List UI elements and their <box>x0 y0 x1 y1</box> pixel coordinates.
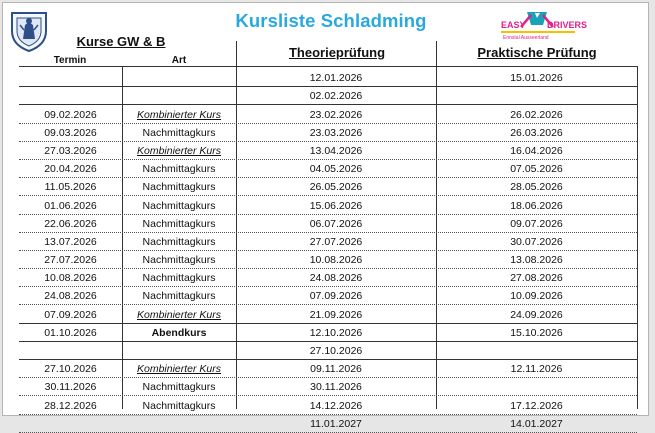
theorie-cell: 12.01.2026 <box>309 72 363 85</box>
table-row <box>19 360 637 378</box>
svg-text:EASY: EASY <box>501 20 526 30</box>
theorie-cell: 13.04.2026 <box>309 144 363 157</box>
art-cell <box>122 358 236 359</box>
art-cell: Nachmittagkurs <box>142 272 216 285</box>
art-cell: Nachmittagkurs <box>142 217 216 230</box>
termin-cell: 20.04.2026 <box>44 163 97 176</box>
termin-cell: 10.08.2026 <box>44 272 97 285</box>
header-divider <box>19 66 637 67</box>
theorie-cell: 06.07.2026 <box>309 217 363 230</box>
termin-cell: 13.07.2026 <box>44 235 97 248</box>
praxis-cell: 27.08.2026 <box>510 272 563 285</box>
praxis-cell: 26.02.2026 <box>510 108 563 121</box>
theorie-cell: 12.10.2026 <box>309 326 363 339</box>
termin-cell <box>19 103 122 104</box>
page-title: Kursliste Schladming <box>235 10 427 31</box>
theorie-cell: 21.09.2026 <box>309 308 363 321</box>
art-cell: Nachmittagkurs <box>142 290 216 303</box>
praxis-cell: 15.10.2026 <box>510 326 563 339</box>
theorie-cell: 07.09.2026 <box>309 290 363 303</box>
table-row <box>19 396 637 414</box>
art-cell: Kombinierter Kurs <box>136 363 222 376</box>
theorie-cell: 11.01.2027 <box>310 417 362 430</box>
table-row <box>19 233 637 251</box>
termin-cell: 09.02.2026 <box>44 108 97 121</box>
table-row <box>19 142 637 160</box>
termin-cell: 07.09.2026 <box>44 308 97 321</box>
theorie-cell: 27.10.2026 <box>309 345 363 357</box>
theorie-cell: 26.05.2026 <box>309 181 363 194</box>
praxis-cell: 14.01.2027 <box>510 417 563 430</box>
theorie-cell: 27.07.2026 <box>309 235 363 248</box>
theorie-cell: 09.11.2026 <box>310 363 362 376</box>
column-header-theorie: Theorieprüfung <box>288 45 386 60</box>
column-header-termin: Termin <box>53 55 87 66</box>
termin-cell <box>19 431 122 432</box>
termin-cell <box>19 85 122 86</box>
theorie-cell: 23.02.2026 <box>309 108 363 121</box>
theorie-cell: 23.03.2026 <box>309 126 363 139</box>
termin-cell: 01.06.2026 <box>44 199 97 212</box>
spreadsheet-page <box>2 2 649 430</box>
art-cell: Nachmittagkurs <box>142 181 216 194</box>
table-row <box>19 342 637 360</box>
theorie-cell: 10.08.2026 <box>309 254 363 267</box>
table-row <box>19 378 637 396</box>
art-cell: Nachmittagkurs <box>142 126 216 139</box>
praxis-cell: 10.09.2026 <box>510 290 563 303</box>
praxis-cell: 16.04.2026 <box>510 144 563 157</box>
praxis-cell: 30.07.2026 <box>510 235 563 248</box>
praxis-cell: 17.12.2026 <box>510 399 563 412</box>
table-row <box>19 305 637 323</box>
art-cell: Kombinierter Kurs <box>136 308 222 321</box>
praxis-cell: 12.11.2026 <box>510 363 563 376</box>
theorie-cell: 14.12.2026 <box>309 399 363 412</box>
theorie-cell: 04.05.2026 <box>309 163 363 176</box>
termin-cell: 22.06.2026 <box>44 217 97 230</box>
termin-cell: 09.03.2026 <box>44 126 97 139</box>
termin-cell: 27.03.2026 <box>44 144 97 157</box>
theorie-cell: 30.11.2026 <box>310 381 362 394</box>
termin-cell <box>19 358 122 359</box>
art-cell <box>122 431 236 432</box>
termin-cell: 28.12.2026 <box>44 399 97 412</box>
art-cell: Nachmittagkurs <box>142 254 216 267</box>
art-cell: Nachmittagkurs <box>142 235 216 248</box>
praxis-cell <box>436 103 637 104</box>
praxis-cell <box>436 394 637 395</box>
table-row <box>19 124 637 142</box>
theorie-cell: 15.06.2026 <box>309 199 363 212</box>
svg-text:DRIVERS: DRIVERS <box>547 20 587 30</box>
theorie-cell: 02.02.2026 <box>309 90 363 103</box>
praxis-cell: 28.05.2026 <box>510 181 563 194</box>
column-header-art: Art <box>171 55 187 66</box>
art-cell: Nachmittagkurs <box>142 381 216 394</box>
termin-cell: 27.07.2026 <box>44 254 97 267</box>
praxis-cell: 13.08.2026 <box>510 254 563 267</box>
table-row <box>19 87 637 105</box>
art-cell: Abendkurs <box>151 326 207 339</box>
table-row <box>19 160 637 178</box>
table-row <box>19 105 637 123</box>
praxis-cell <box>436 358 637 359</box>
art-cell <box>122 85 236 86</box>
table-row <box>19 196 637 214</box>
svg-text:Ennstal Ausseerland: Ennstal Ausseerland <box>503 35 549 41</box>
group-header: Kurse GW & B <box>76 34 166 49</box>
table-row <box>19 251 637 269</box>
table-row <box>19 287 637 305</box>
termin-cell: 27.10.2026 <box>44 363 97 376</box>
art-cell: Nachmittagkurs <box>142 199 216 212</box>
theorie-cell: 24.08.2026 <box>309 272 363 285</box>
column-divider <box>637 66 638 409</box>
praxis-cell: 18.06.2026 <box>510 199 563 212</box>
art-cell: Nachmittagkurs <box>142 399 216 412</box>
praxis-cell: 09.07.2026 <box>510 217 563 230</box>
table-row <box>19 69 637 87</box>
termin-cell: 11.05.2026 <box>44 181 97 194</box>
easy-drivers-logo <box>487 9 587 43</box>
praxis-cell: 26.03.2026 <box>510 126 563 139</box>
table-row <box>19 415 637 433</box>
art-cell: Kombinierter Kurs <box>136 144 222 157</box>
table-row <box>19 324 637 342</box>
course-table <box>19 69 637 433</box>
praxis-cell: 15.01.2026 <box>510 72 563 85</box>
art-cell: Kombinierter Kurs <box>136 108 222 121</box>
art-cell <box>122 103 236 104</box>
table-row <box>19 269 637 287</box>
termin-cell: 24.08.2026 <box>44 290 97 303</box>
table-row <box>19 215 637 233</box>
art-cell: Nachmittagkurs <box>142 163 216 176</box>
praxis-cell: 24.09.2026 <box>510 308 563 321</box>
praxis-cell: 07.05.2026 <box>510 163 563 176</box>
termin-cell: 01.10.2026 <box>44 326 97 339</box>
table-row <box>19 178 637 196</box>
column-header-praxis: Praktische Prüfung <box>477 45 597 60</box>
termin-cell: 30.11.2026 <box>44 381 97 394</box>
